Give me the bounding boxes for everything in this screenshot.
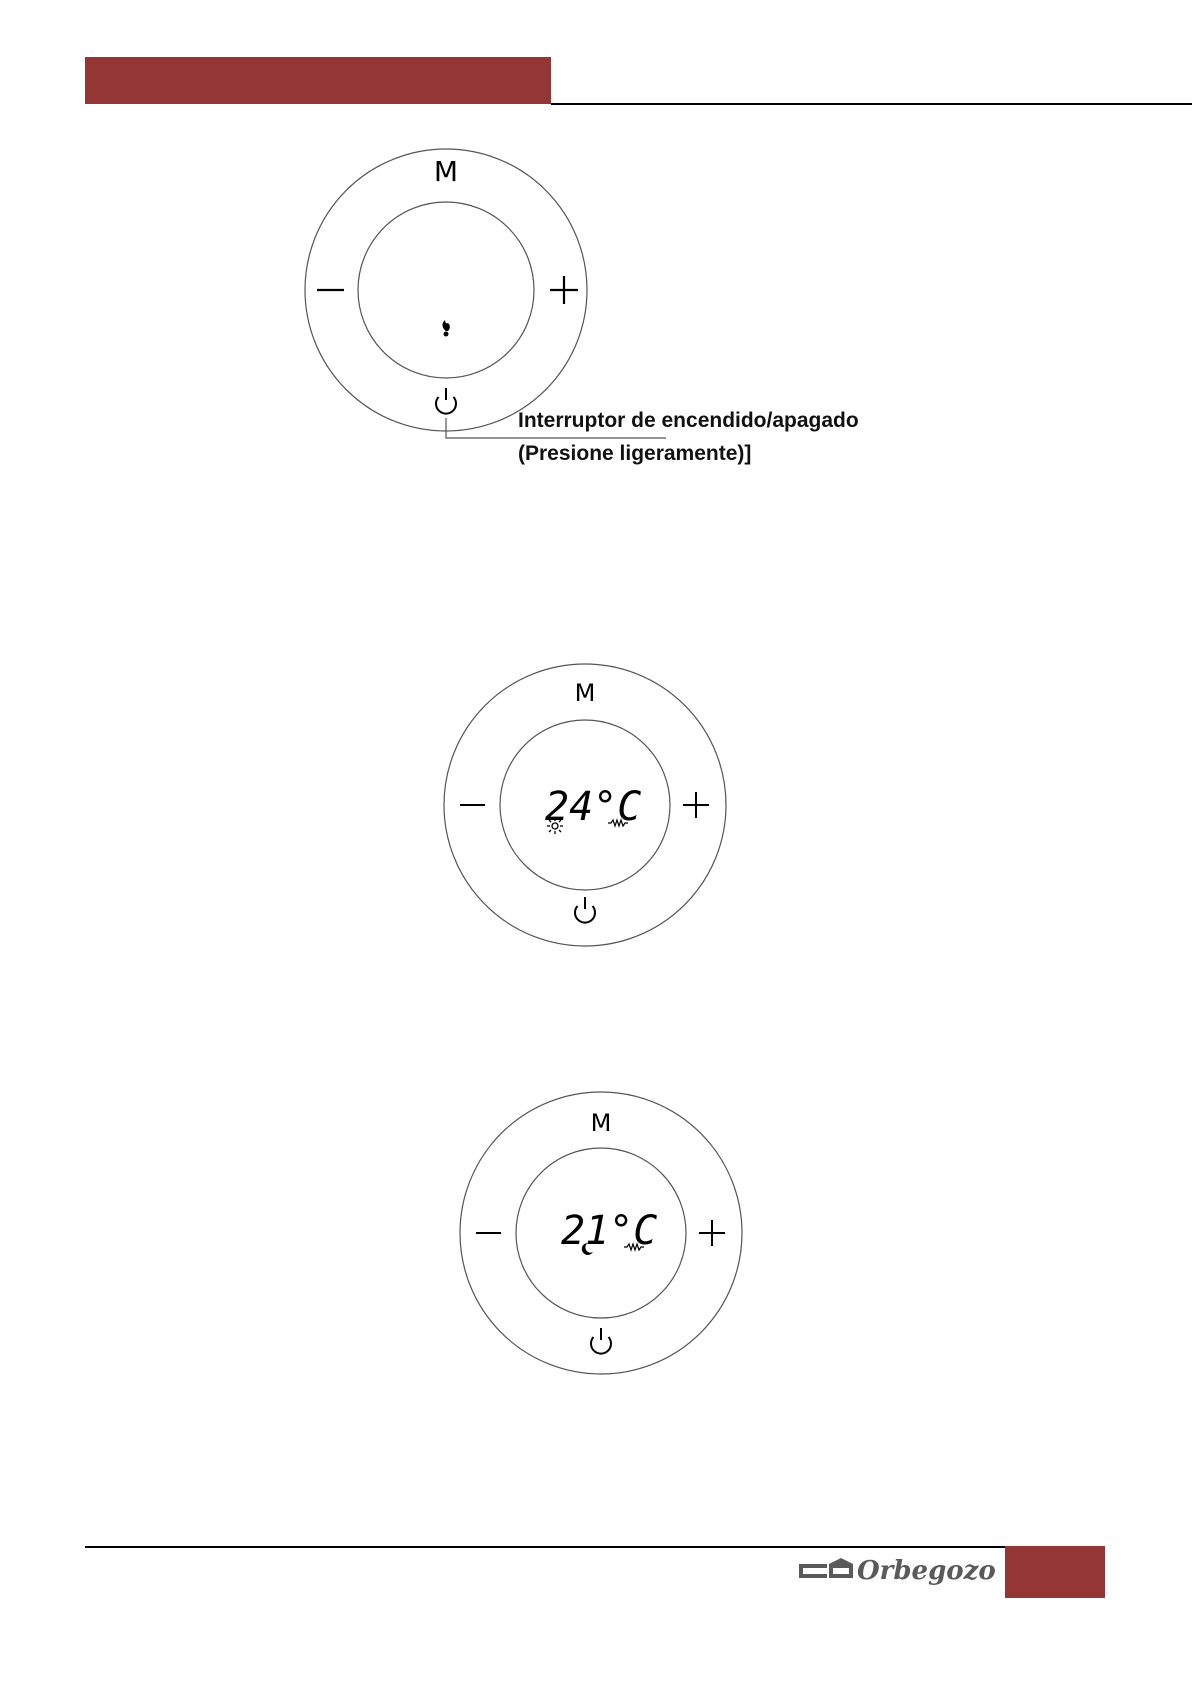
plus-button[interactable] (683, 792, 709, 818)
footer-rule (85, 1546, 1005, 1548)
power-button[interactable] (436, 388, 456, 414)
control-panel-standby (304, 148, 588, 432)
orbegozo-house-icon (799, 1558, 853, 1578)
orbegozo-logo (797, 1550, 997, 1590)
callout-line-1: Interruptor de encendido/apagado (518, 409, 859, 432)
control-panel-eco (459, 1091, 743, 1375)
control-dial (304, 148, 588, 432)
flame-icon (443, 320, 450, 337)
callout-line-2: (Presione ligeramente)] (518, 442, 752, 465)
mode-button[interactable]: M (433, 155, 459, 188)
temperature-readout: 21°C (561, 1208, 658, 1254)
temperature-readout: 24°C (545, 784, 642, 830)
plus-button[interactable] (699, 1220, 725, 1246)
control-panel-comfort (443, 663, 727, 947)
header-rule (551, 103, 1192, 105)
control-dial (443, 663, 727, 947)
mode-button[interactable]: M (590, 1109, 612, 1137)
plus-button[interactable] (550, 276, 578, 304)
power-switch-callout (518, 404, 859, 470)
page-number-box (1005, 1546, 1105, 1598)
header-accent-bar (85, 57, 551, 104)
display-ring (358, 202, 534, 378)
brand-wordmark: Orbegozo (857, 1556, 996, 1586)
control-dial (459, 1091, 743, 1375)
power-button[interactable] (575, 897, 595, 923)
mode-button[interactable]: M (574, 679, 596, 707)
power-button[interactable] (591, 1328, 611, 1354)
